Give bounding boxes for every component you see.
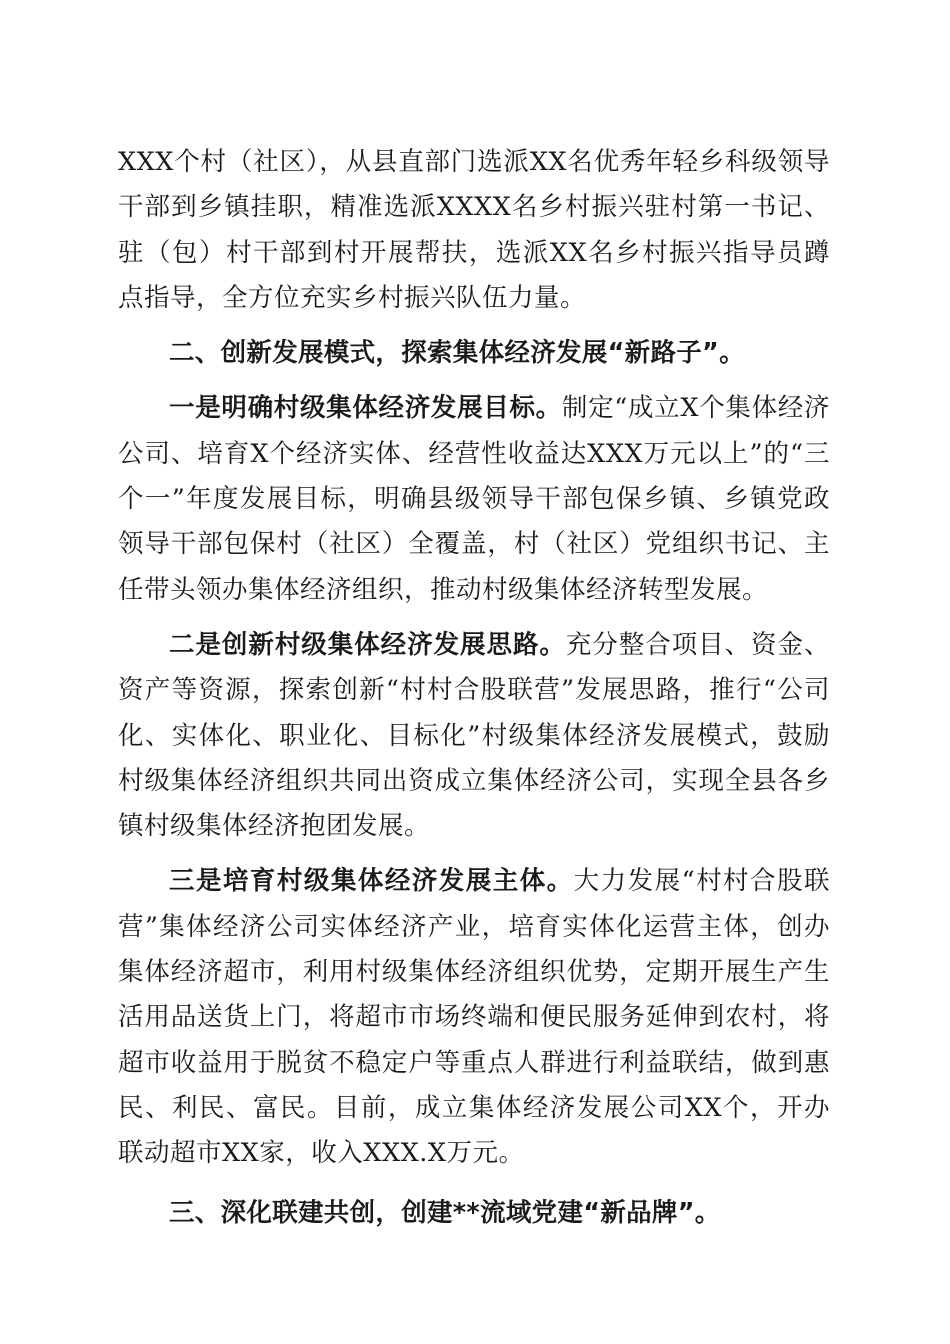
section-heading-3: 三、深化联建共创，创建**流域党建“新品牌”。 <box>169 1197 721 1228</box>
item-1-body: 制定“成立X个集体经济公司、培育X个经济实体、经营性收益达XXX万元以上”的“三个一”年度发展目标，明确县级领导干部包保乡镇、乡镇党政领导干部包保村（社区）全覆盖，村（社区）党组织书记、主任带头领办集体经济组织，推动村级集体经济转型发展。 <box>118 393 830 605</box>
item-1-lead: 一是明确村级集体经济发展目标。 <box>169 393 562 424</box>
item-3-body: 大力发展“村村合股联营”集体经济公司实体经济产业，培育实体化运营主体，创办集体经济超市，利用村级集体经济组织优势，定期开展生产生活用品送货上门，将超市市场终端和便民服务延伸到农村，将超市收益用于脱贫不稳定户等重点人群进行利益联结，做到惠民、利民、富民。目前，成立集体经济发展公司XX个，开办联动超市XX家，收入XXX.X万元。 <box>118 866 830 1169</box>
paragraph-item-1 <box>118 386 830 612</box>
paragraph-item-3 <box>118 859 830 1176</box>
document-body <box>118 140 830 1236</box>
item-3-lead: 三是培育村级集体经济发展主体。 <box>169 866 574 897</box>
paragraph-continuation: XXX个村（社区），从县直部门选派XX名优秀年轻乡科级领导干部到乡镇挂职，精准选派XXXX名乡村振兴驻村第一书记、驻（包）村干部到村开展帮扶，选派XX名乡村振兴指导员蹲点指导，全方位充实乡村振兴队伍力量。 <box>118 147 830 313</box>
section-heading-2: 二、创新发展模式，探索集体经济发展“新路子”。 <box>169 338 745 369</box>
item-2-body: 充分整合项目、资金、资产等资源，探索创新“村村合股联营”发展思路，推行“公司化、实体化、职业化、目标化”村级集体经济发展模式，鼓励村级集体经济组织共同出资成立集体经济公司，实现全县各乡镇村级集体经济抱团发展。 <box>118 629 830 842</box>
paragraph-item-2 <box>118 623 830 849</box>
item-2-lead: 二是创新村级集体经济发展思路。 <box>169 629 566 660</box>
